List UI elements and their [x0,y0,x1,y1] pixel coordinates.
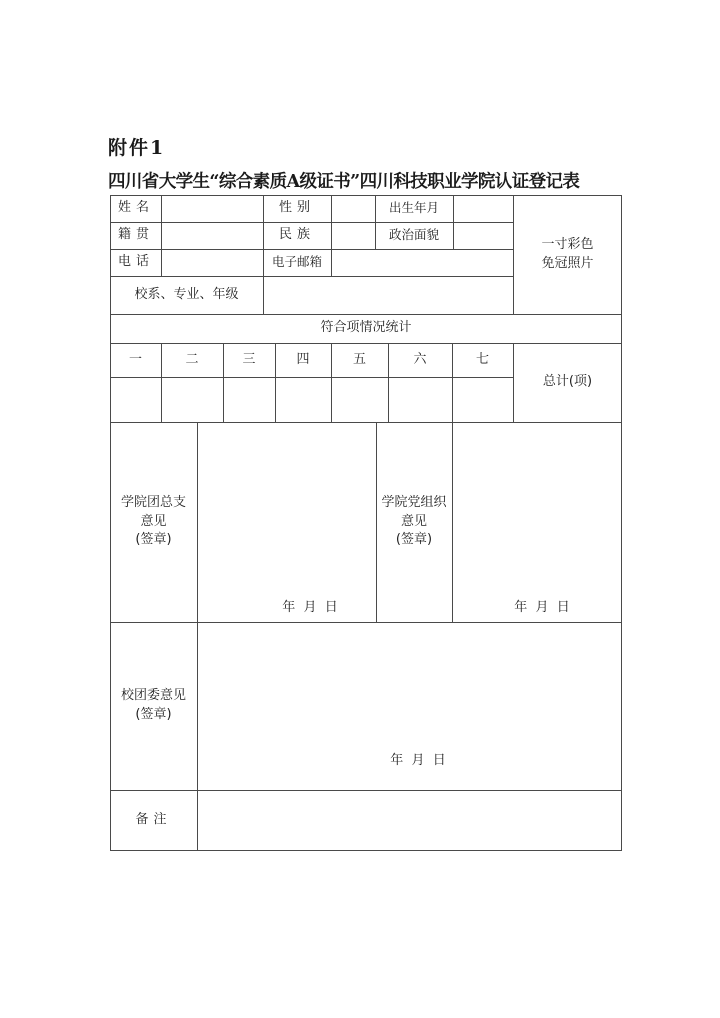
department-major-grade-label: 校系、专业、年级 [134,286,239,302]
opinion-label-line: (签章) [135,707,172,722]
opinion-label-line: (签章) [395,532,433,548]
gender-label: 性别 [278,200,315,216]
birth-date-label: 出生年月 [388,200,439,216]
college-youth-league-opinion-label [110,422,197,622]
remarks-field[interactable] [198,791,621,850]
stats-column-header: 四 [296,351,310,367]
opinion-label-line: 校团委意见 [120,688,186,704]
date-line: 年 月 日 [390,752,446,768]
stats-value-field[interactable] [224,378,275,422]
stats-column-header: 一 [128,351,142,367]
email-field[interactable] [332,250,513,276]
political-status-field[interactable] [454,223,513,249]
stats-column-header: 六 [413,351,427,367]
opinion-label-line: (签章) [135,532,172,548]
date-line: 年 月 日 [514,599,570,615]
stats-value-field[interactable] [332,378,388,422]
college-party-org-opinion-field[interactable] [453,423,621,593]
stats-column-header: 五 [352,351,366,367]
native-place-label: 籍贯 [117,227,154,243]
date-line: 年 月 日 [282,599,338,615]
stats-value-field[interactable] [162,378,223,422]
total-items-label: 总计(项) [542,374,593,390]
stats-value-field[interactable] [453,378,513,422]
gender-field[interactable] [332,196,375,222]
remarks-label: 备注 [135,811,172,827]
stats-column-header: 二 [185,351,199,367]
school-youth-committee-opinion-field[interactable] [198,623,621,753]
stats-value-field[interactable] [389,378,452,422]
stats-column-header: 三 [242,351,256,367]
photo-caption-line2: 免冠照片 [541,255,594,271]
attachment-label: 附件1 [108,137,166,159]
stats-value-field[interactable] [276,378,331,422]
ethnicity-field[interactable] [332,223,375,249]
birth-date-field[interactable] [454,196,513,222]
phone-label: 电话 [117,254,154,270]
opinion-label-line: 意见 [400,513,427,529]
college-youth-league-opinion-field[interactable] [198,423,376,593]
stats-value-field[interactable] [111,378,161,422]
native-place-field[interactable] [162,223,263,249]
table-rule [110,850,622,851]
opinion-label-line: 学院团总支 [120,494,186,510]
college-party-org-opinion-label [376,422,452,622]
phone-field[interactable] [162,250,263,276]
name-label: 姓名 [117,200,154,216]
ethnicity-label: 民族 [278,227,315,243]
opinion-label-line: 学院党组织 [381,494,447,510]
department-major-grade-field[interactable] [264,277,513,314]
political-status-label: 政治面貌 [388,227,439,243]
school-youth-committee-opinion-label [110,622,197,790]
opinion-label-line: 意见 [140,513,167,529]
stats-column-header: 七 [475,351,489,367]
name-field[interactable] [162,196,263,222]
photo-caption-line1: 一寸彩色 [541,236,594,252]
photo-placeholder [513,195,622,314]
qualifying-items-stats-title: 符合项情况统计 [320,320,412,336]
form-title: 四川省大学生“综合素质A级证书”四川科技职业学院认证登记表 [108,172,580,192]
email-label: 电子邮箱 [271,254,322,270]
